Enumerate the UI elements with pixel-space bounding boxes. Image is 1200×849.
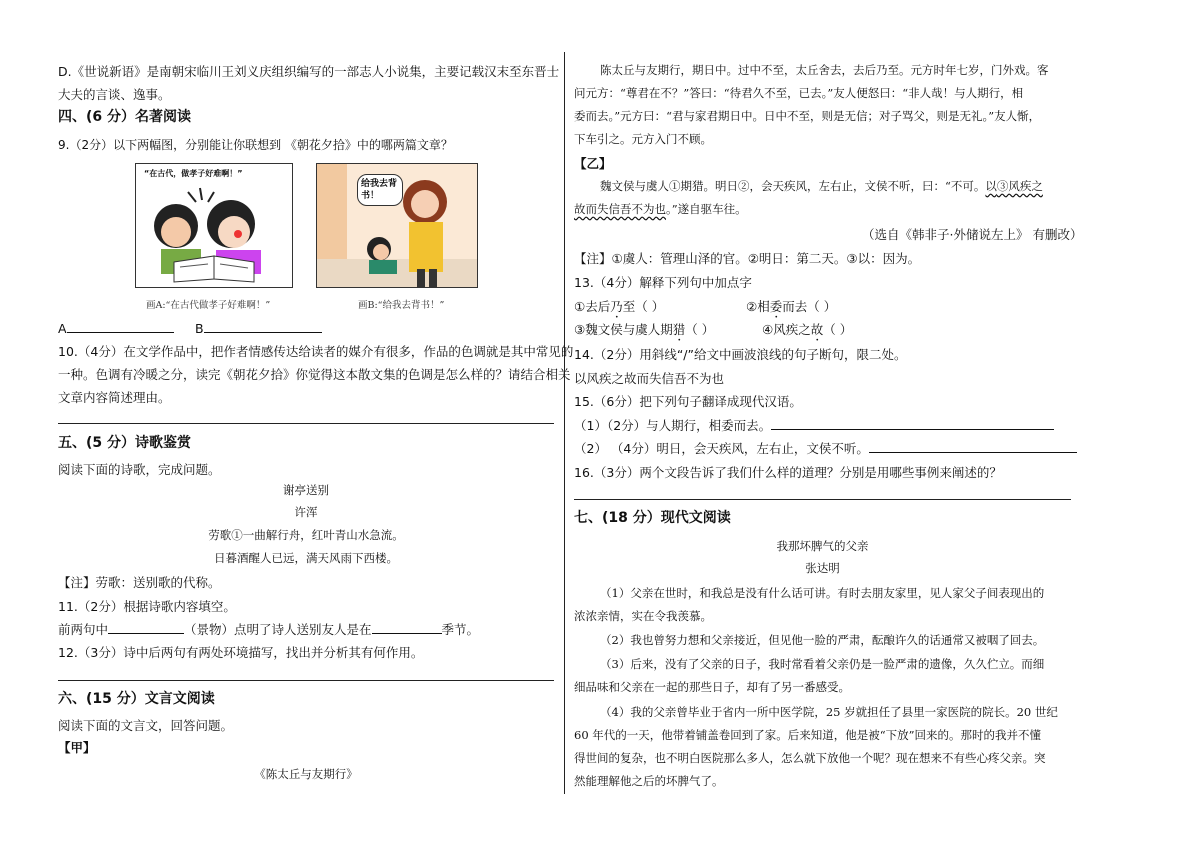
q15-text: 15.（6分）把下列句子翻译成现代汉语。: [574, 394, 802, 409]
q10-line2: 一种。色调有冷暖之分，读完《朝花夕拾》你觉得这本散文集的色调是怎么样的？请结合相关: [58, 367, 571, 382]
column-divider: [564, 52, 565, 794]
q11-blank-1[interactable]: [108, 621, 184, 634]
q15-2-answer-line[interactable]: [869, 440, 1077, 453]
picture-a-bubble: “在古代，做孝子好难啊！”: [144, 169, 243, 178]
yi-line2: [574, 201, 747, 217]
picture-a: [135, 163, 293, 288]
q13-item3: [574, 320, 714, 344]
q13-item4: [762, 320, 852, 344]
answer-a-line[interactable]: [67, 320, 174, 333]
yi-line1: [600, 178, 1043, 194]
passage-jia-label: 【甲】: [58, 740, 96, 755]
yi-source: （选自《韩非子·外储说左上》 有删改）: [862, 227, 1083, 242]
q10-line1: 10.（4分）在文学作品中，把作者情感传达给读者的媒介有很多，作品的色调就是其中常见的: [58, 344, 574, 359]
section4-title: 四、(6 分）名著阅读: [58, 109, 192, 125]
section-rule: [58, 423, 554, 424]
yi-wavy-end: 故而失信吾不为也: [574, 202, 666, 216]
poem-line1: 劳歌①一曲解行舟，红叶青山水急流。: [208, 528, 404, 542]
jia-line3: 委而去。”元方曰：“君与家君期日中。日中不至，则是无信；对子骂父，则是无礼。”友人惭，: [574, 109, 1041, 123]
q11-part-b: （景物）点明了诗人送别友人是在: [184, 622, 372, 637]
essay-p4-line1: （4）我的父亲曾毕业于省内一所中医学院，25 岁就担任了县里一家医院的院长。20 世纪: [600, 705, 1058, 719]
q13-item1: [574, 297, 664, 321]
q15-1-answer-line[interactable]: [771, 417, 1054, 430]
q13-item2: [746, 297, 836, 321]
section5-title: 五、(5 分）诗歌鉴赏: [58, 435, 192, 451]
q13-text: 13.（4分）解释下列句中加点字: [574, 275, 752, 290]
q11-blank-2[interactable]: [372, 621, 442, 634]
q16-text: 16.（3分）两个文段告诉了我们什么样的道理？分别是用哪些事例来阐述的？: [574, 465, 1002, 480]
essay-title: 我那坏脾气的父亲: [776, 539, 869, 553]
poem-line2: 日暮酒醒人已远，满天风雨下西楼。: [214, 551, 398, 565]
passage-jia-title: 《陈太丘与友期行》: [254, 767, 358, 781]
q13-4-a: ④风疾之: [762, 322, 811, 337]
q13-3-a: ③魏文侯与虞人期: [574, 322, 673, 337]
section5-intro: 阅读下面的诗歌，完成问题。: [58, 462, 221, 477]
essay-p2-line1: （2）我也曾努力想和父亲接近，但见他一脸的严肃，酝酿许久的话通常又被咽了回去。: [600, 633, 1045, 647]
q8-option-d-line1: D.《世说新语》是南朝宋临川王刘义庆组织编写的一部志人小说集，主要记载汉末至东晋士: [58, 64, 560, 79]
answer-blank-b: [195, 320, 322, 336]
poem-title: 谢亭送别: [283, 483, 329, 497]
q13-3-dotted: 猎: [672, 322, 686, 337]
section-rule: [574, 499, 1071, 500]
q15-1-text: （1）（2分）与人期行，相委而去。: [574, 418, 772, 433]
q14-text: 14.（2分）用斜线“/”给文中画波浪线的句子断句，限二处。: [574, 347, 907, 362]
q13-2-dotted: 委: [769, 299, 783, 314]
section6-title: 六、(15 分）文言文阅读: [58, 691, 215, 707]
q13-4-dotted: 故: [810, 322, 824, 337]
picture-a-caption: 画A:“在古代做孝子好难啊！”: [146, 300, 271, 311]
picture-b: [316, 163, 478, 288]
section6-intro: 阅读下面的文言文，回答问题。: [58, 718, 234, 733]
jia-line2: 问元方：“尊君在不？”答曰：“待君久不至，已去。”友人便怒曰：“非人哉！与人期行，相: [574, 86, 1024, 100]
yi-line2-rest: 。”遂自驱车往。: [666, 202, 747, 216]
answer-a-label: A: [58, 321, 67, 336]
q13-2-a: ②相: [746, 299, 770, 314]
passage-yi-label: 【乙】: [574, 156, 612, 171]
q8-option-d-line2: 大夫的言谈、逸事。: [58, 87, 171, 102]
essay-p3-line1: （3）后来，没有了父亲的日子，我时常看着父亲仍是一脸严肃的遗像，久久伫立。而细: [600, 657, 1045, 671]
q11-part-a: 前两句中: [58, 622, 109, 637]
answer-b-label: B: [195, 321, 204, 336]
picture-b-caption: 画B:“给我去背书！”: [358, 300, 445, 311]
jia-line4: 下车引之。元方入门不顾。: [574, 132, 712, 146]
q10-line3: 文章内容简述理由。: [58, 390, 171, 405]
poem-note: 【注】劳歌：送别歌的代称。: [58, 575, 221, 590]
essay-p4-line3: 得世间的复杂，也不明白医院那么多人，怎么就下放他一个呢？现在想来不有些心疼父亲。突: [574, 751, 1046, 765]
picture-b-bubble: 给我去背书！: [357, 174, 403, 206]
q13-1-c: 至（ ）: [622, 299, 665, 314]
essay-p4-line2: 60 年代的一天，他带着铺盖卷回到了家。后来知道，他是被“下放”回来的。那时的我并不懂: [574, 728, 1042, 742]
section7-title: 七、(18 分）现代文阅读: [574, 510, 731, 526]
yi-wavy-start: 以: [985, 179, 997, 193]
jia-line1: 陈太丘与友期行，期日中。过中不至，太丘舍去，去后乃至。元方时年七岁，门外戏。客: [600, 63, 1049, 77]
q15-item1: [574, 416, 1054, 434]
q14-sentence: 以风疾之故而失信吾不为也: [574, 371, 725, 386]
essay-p1-line1: （1）父亲在世时，和我总是没有什么话可讲。有时去朋友家里，见人家父子间表现出的: [600, 586, 1045, 600]
essay-p4-line4: 然能理解他之后的坏脾气了。: [574, 774, 724, 788]
essay-author: 张达明: [805, 561, 840, 575]
q13-2-c: 而去（ ）: [782, 299, 837, 314]
q9-text: 9.（2分）以下两幅图，分别能让你联想到 《朝花夕拾》中的哪两篇文章？: [58, 138, 453, 152]
q13-3-c: （ ）: [685, 322, 715, 337]
poem-author: 许浑: [294, 505, 318, 519]
q11-fill: [58, 620, 479, 638]
q12-text: 12.（3分）诗中后两句有两处环境描写，找出并分析其有何作用。: [58, 645, 424, 660]
essay-p3-line2: 细品味和父亲在一起的那些日子，却有了另一番感受。: [574, 680, 850, 694]
q15-item2: [574, 439, 1077, 457]
q13-4-c: （ ）: [823, 322, 853, 337]
yi-line1-a: 魏文侯与虞人: [600, 179, 669, 193]
q13-1-dotted: 乃: [610, 299, 623, 314]
q13-1-a: ①去后: [574, 299, 611, 314]
q11-text: 11.（2分）根据诗歌内容填空。: [58, 599, 236, 614]
yi-line1-b: ①期猎。明日: [669, 179, 738, 193]
q15-2-text: （2） （4分）明日，会天疾风，左右止，文侯不听。: [574, 441, 869, 456]
q11-part-c: 季节。: [441, 622, 480, 637]
picture-a-illustration: [136, 164, 292, 287]
section-rule: [58, 680, 554, 681]
essay-p1-line2: 浓浓亲情，实在令我羡慕。: [574, 609, 712, 623]
yi-note: 【注】①虞人：管理山泽的官。②明日：第二天。③以：因为。: [574, 251, 921, 266]
yi-wavy-mid: ③风疾之: [996, 179, 1043, 193]
answer-b-line[interactable]: [204, 320, 322, 333]
yi-line1-c: ②，会天疾风，左右止，文侯不听，曰：“不可。: [738, 179, 986, 193]
answer-blank-a: [58, 320, 174, 336]
